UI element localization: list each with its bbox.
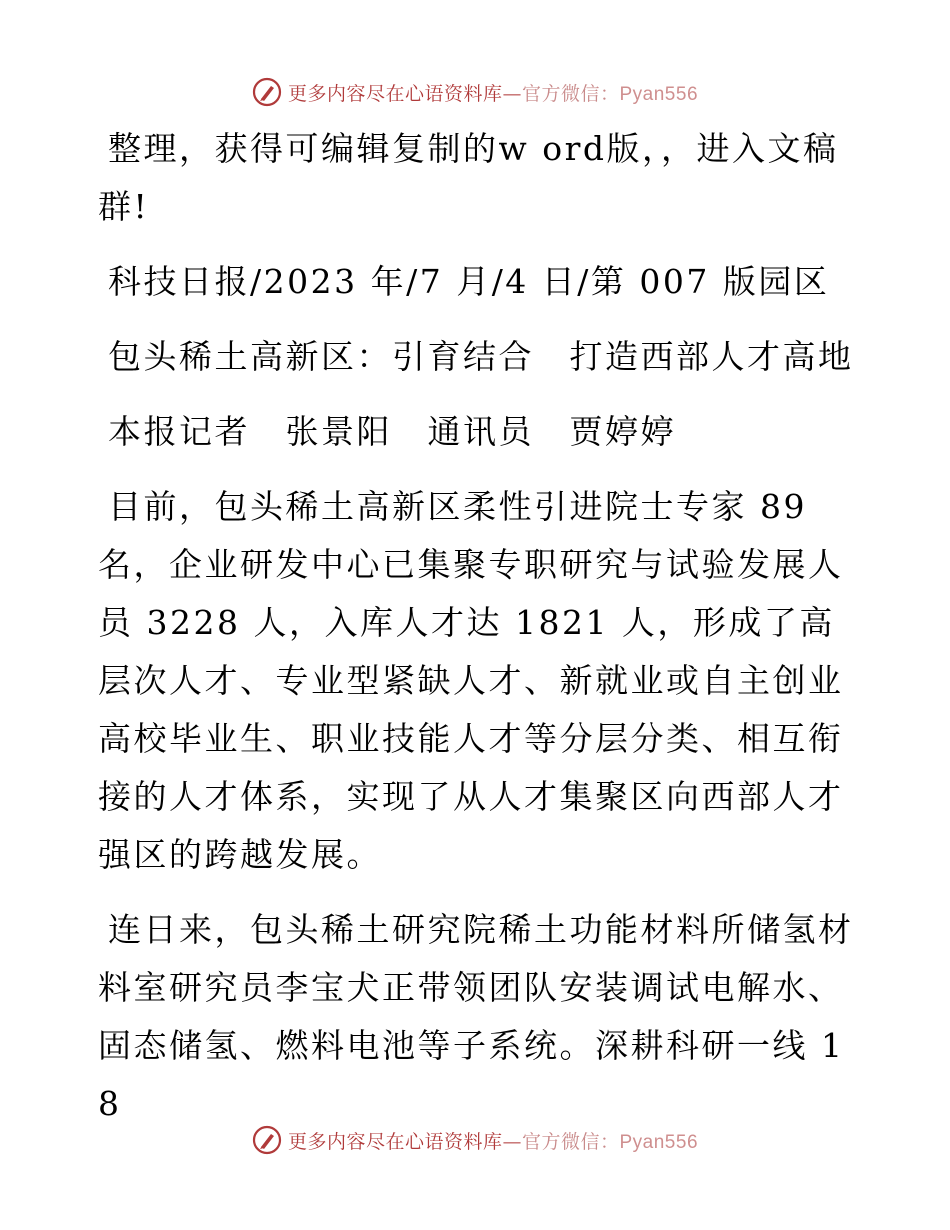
watermark-separator: —: [502, 1130, 522, 1153]
watermark-main-text: 更多内容尽在心语资料库: [287, 1130, 503, 1153]
paragraph-body-2: 连日来，包头稀土研究院稀土功能材料所储氢材料室研究员李宝犬正带领团队安装调试电解水、固态储氢、燃料电池等子系统。深耕科研一线 18: [98, 910, 854, 1123]
paragraph-source-line: 科技日报/2023 年/7 月/4 日/第 007 版园区: [108, 262, 830, 301]
paragraph-byline: 本报记者 张景阳 通讯员 贾婷婷: [108, 412, 676, 451]
header-watermark-banner: [0, 72, 950, 112]
watermark-separator: —: [502, 82, 522, 105]
watermark-wechat-label: 官方微信：: [521, 1130, 620, 1153]
watermark-main-text: 更多内容尽在心语资料库: [287, 82, 503, 105]
paragraph-body-1: 目前，包头稀土高新区柔性引进院士专家 89 名，企业研发中心已集聚专职研究与试验发展人员 3228 人，入库人才达 1821 人，形成了高层次人才、专业型紧缺人才、新就业或自主创业高校毕业生、职业技能人才等分层分类、相互衔接的人才体系，实现了从人才集聚区向西部人才强区的跨越发展。: [98, 487, 844, 874]
document-body: [98, 120, 858, 1150]
paragraph-intro: 整理，获得可编辑复制的w ord版，，进入文稿群!: [98, 129, 839, 226]
watermark-text: [288, 1127, 698, 1154]
watermark-wechat-id: Pyan556: [619, 83, 699, 105]
quill-pen-icon: [252, 77, 282, 107]
watermark-wechat-label: 官方微信：: [521, 82, 620, 105]
footer-watermark-banner: [0, 1120, 950, 1160]
quill-pen-icon: [252, 1125, 282, 1155]
watermark-text: [288, 79, 698, 106]
watermark-wechat-id: Pyan556: [619, 1131, 699, 1153]
paragraph-headline: 包头稀土高新区：引育结合 打造西部人才高地: [108, 337, 854, 376]
